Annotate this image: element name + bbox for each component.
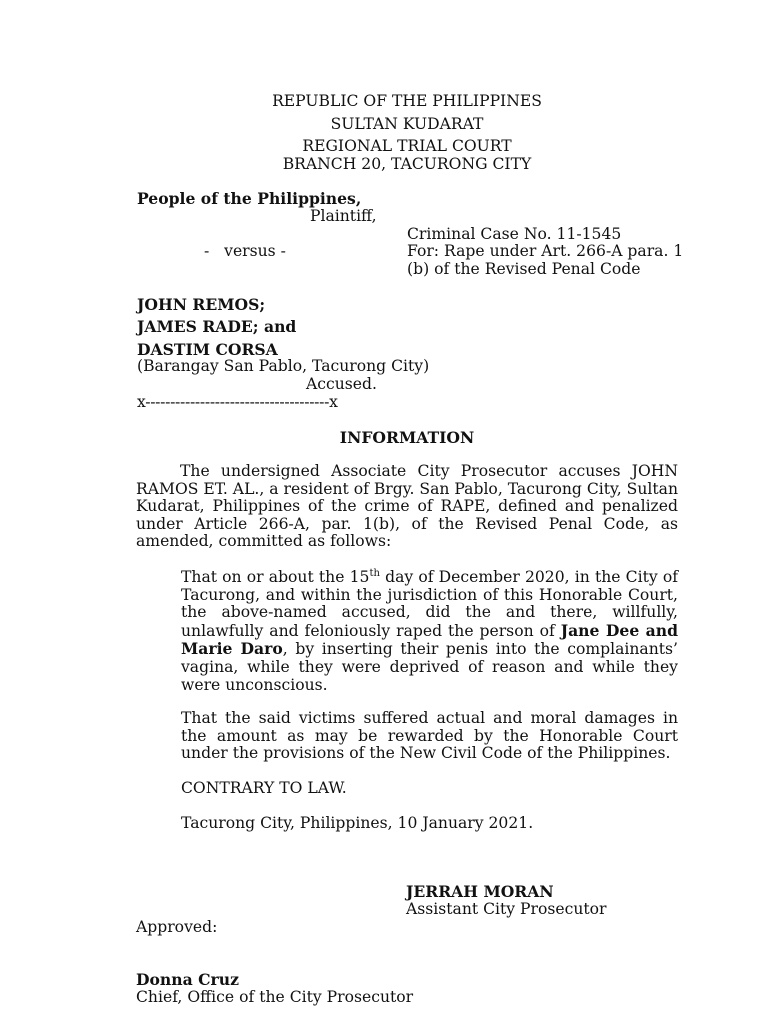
accused-name-2: JAMES RADE; and — [137, 317, 297, 336]
allegation-text-c: , by inserting their penis into the complainants’ vagina, while they were deprived of reason and while they were unconscious. — [181, 640, 679, 694]
damages-paragraph: That the said victims suffered actual and moral damages in the amount as may be rewarded by the Honorable Court under the provisions of the New Civil Code of the Philippines. — [181, 709, 678, 763]
header-line-court: REGIONAL TRIAL COURT — [302, 137, 512, 155]
caption-separator: x-------------------------------------x — [137, 393, 338, 411]
victims-names: Jane Dee and Marie Daro — [181, 620, 679, 659]
header-line-branch: BRANCH 20, TACURONG CITY — [282, 155, 532, 173]
allegation-text-a: That on or about the 15 — [181, 568, 370, 586]
versus-label: - versus - — [204, 242, 286, 260]
prosecutor-name: JERRAH MORAN — [406, 882, 554, 901]
accused-name-1: JOHN REMOS; — [137, 295, 266, 314]
ordinal-suffix: th — [369, 567, 380, 579]
plaintiff-role: Plaintiff, — [310, 207, 377, 225]
header-line-province: SULTAN KUDARAT — [330, 115, 484, 133]
charge-line-1: For: Rape under Art. 266-A para. 1 — [407, 242, 684, 260]
chief-prosecutor-title: Chief, Office of the City Prosecutor — [136, 988, 414, 1006]
header-line-republic: REPUBLIC OF THE PHILIPPINES — [272, 92, 542, 110]
contrary-to-law: CONTRARY TO LAW. — [181, 779, 347, 797]
accused-name-3: DASTIM CORSA — [137, 340, 278, 359]
allegation-text-b: day of December 2020, in the City of Tacurong, and within the jurisdiction of this Honorable Court, the above-named accused, did the and there, willfully, unlawfully and feloniously raped the person of — [181, 568, 678, 640]
case-number: Criminal Case No. 11-1545 — [407, 225, 622, 243]
place-and-date: Tacurong City, Philippines, 10 January 2021. — [181, 814, 534, 832]
intro-paragraph: The undersigned Associate City Prosecutor accuses JOHN RAMOS ET. AL., a resident of Brgy. San Pablo, Tacurong City, Sultan Kudarat, Philippines of the crime of RAPE, defined and penalized under Article 266-A, par. 1(b), of the Revised Penal Code, as amended, committed as follows: — [136, 462, 678, 551]
accused-role: Accused. — [306, 375, 377, 393]
prosecutor-title: Assistant City Prosecutor — [406, 900, 607, 918]
plaintiff-name: People of the Philippines, — [137, 189, 362, 208]
accused-address: (Barangay San Pablo, Tacurong City) — [137, 357, 430, 375]
chief-prosecutor-name: Donna Cruz — [136, 970, 239, 989]
document-title: INFORMATION — [339, 428, 475, 447]
approved-label: Approved: — [136, 918, 218, 936]
allegation-paragraph — [181, 569, 678, 694]
charge-line-2: (b) of the Revised Penal Code — [407, 260, 641, 278]
